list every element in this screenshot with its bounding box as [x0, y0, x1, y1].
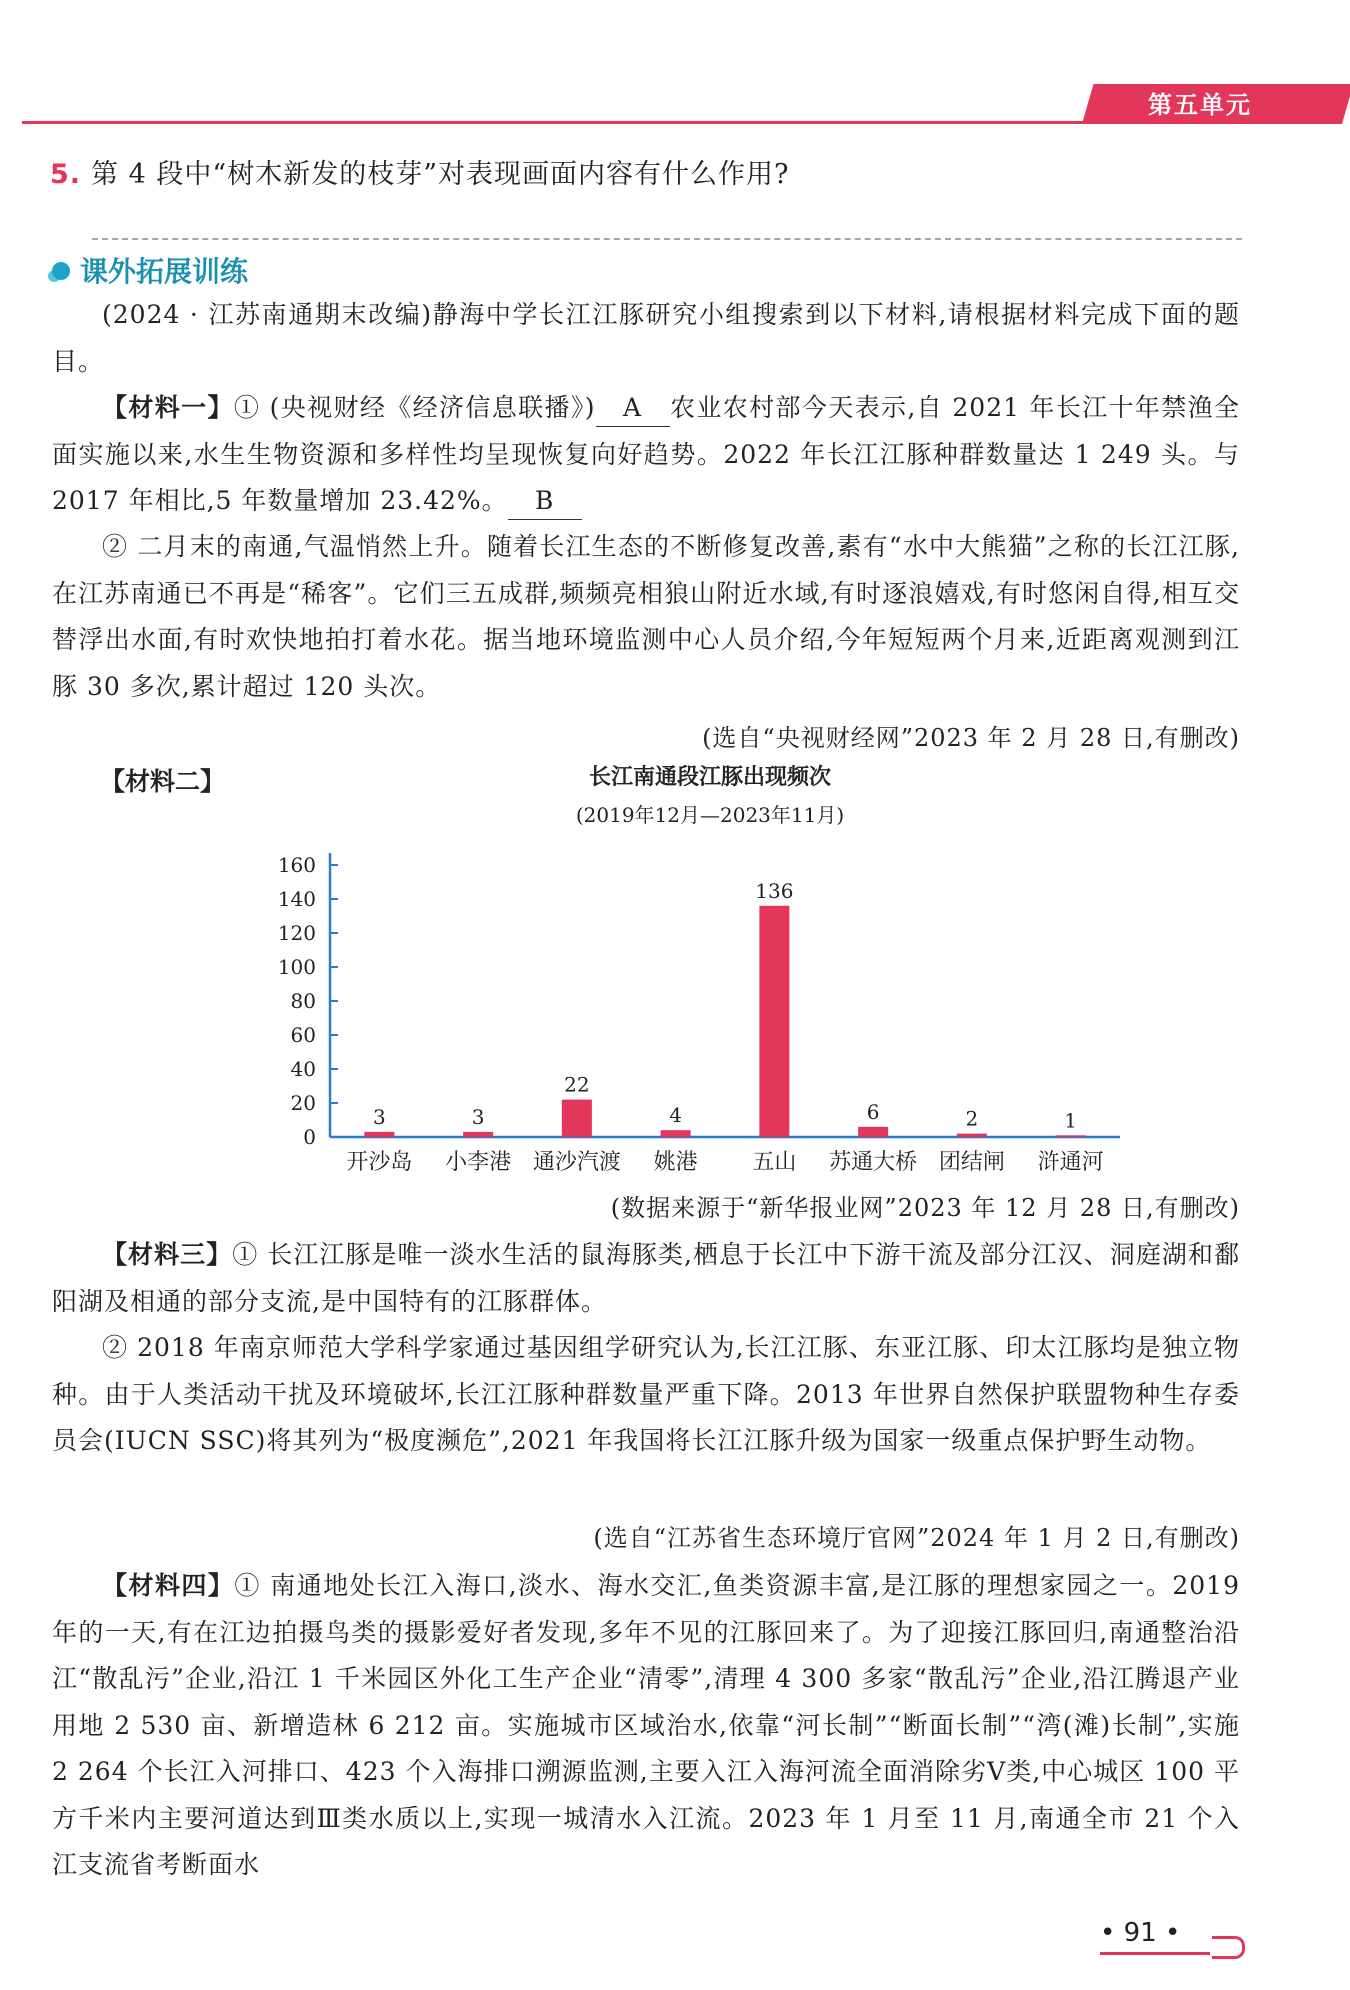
- y-tick-label: 60: [290, 1023, 316, 1047]
- bar: [858, 1127, 888, 1137]
- data-label: 3: [471, 1104, 485, 1129]
- section-title-text: 课外拓展训练: [80, 255, 249, 288]
- x-tick-label: 小李港: [445, 1150, 512, 1175]
- bar: [957, 1134, 987, 1137]
- question-text: 第 4 段中“树木新发的枝芽”对表现画面内容有什么作用?: [91, 159, 790, 190]
- y-tick-label: 140: [277, 887, 316, 911]
- chart-subtitle: (2019年12月—2023年11月): [575, 803, 845, 827]
- y-tick-label: 80: [290, 989, 316, 1013]
- bar: [364, 1132, 394, 1137]
- material1-label: 【材料一】: [102, 393, 234, 422]
- chart-plot-area: [278, 853, 1120, 1175]
- material4-label: 【材料四】: [102, 1571, 235, 1600]
- unit-label: 第五单元: [1148, 91, 1252, 119]
- material1-text-a: ① (央视财经《经济信息联播》): [233, 393, 596, 422]
- y-tick-label: 160: [277, 853, 316, 877]
- y-tick-label: 20: [290, 1091, 316, 1115]
- data-label: 4: [669, 1103, 682, 1128]
- data-label: 1: [1064, 1108, 1077, 1133]
- material1-paragraph1: [52, 385, 1240, 525]
- data-label: 6: [866, 1099, 880, 1124]
- x-tick-label: 团结闸: [938, 1150, 1005, 1175]
- data-label: 136: [755, 878, 794, 903]
- page-number: • 91 •: [1100, 1918, 1181, 1948]
- section-bullet-icon: [52, 262, 70, 280]
- y-tick-label: 100: [277, 955, 316, 979]
- chart-title: 长江南通段江豚出现频次: [588, 765, 832, 790]
- blank-b: B: [508, 483, 582, 520]
- x-tick-label: 开沙岛: [346, 1150, 413, 1175]
- section-title: [52, 250, 248, 290]
- material3-paragraph2: ② 2018 年南京师范大学科学家通过基因组学研究认为,长江江豚、东亚江豚、印太江豚均是独立物种。由于人类活动干扰及环境破坏,长江江豚种群数量严重下降。2013 年世界自然保护联盟物种生存委员会(IUCN SSC)将其列为“极度濒危”,2021 年我国将长江江豚升级为国家一级重点保护野生动物。: [52, 1333, 1240, 1455]
- material3-label: 【材料三】: [102, 1240, 233, 1269]
- x-tick-label: 通沙汽渡: [532, 1150, 621, 1175]
- x-tick-label: 姚港: [653, 1150, 698, 1175]
- material1-source: (选自“央视财经网”2023 年 2 月 28 日,有删改): [702, 724, 1240, 752]
- material4-text-1: ① 南通地处长江入海口,淡水、海水交汇,鱼类资源丰富,是江豚的理想家园之一。2019 年的一天,有在江边拍摄鸟类的摄影爱好者发现,多年不见的江豚回来了。为了迎接江豚回归,南通整治沿江“散乱污”企业,沿江 1 千米园区外化工生产企业“清零”,清理 4 300 多家“散乱污”企业,沿江腾退产业用地 2 530 亩、新增造林 6 212 亩。实施城市区域治水,依靠“河长制”“断面长制”“湾(滩)长制”,实施 2 264 个长江入河排口、423 个入海排口溯源监测,主要入江入海河流全面消除劣Ⅴ类,中心城区 100 平方千米内主要河道达到Ⅲ类水质以上,实现一城清水入江流。2023 年 1 月至 11 月,南通全市 21 个入江支流省考断面水: [52, 1571, 1240, 1879]
- data-label: 22: [564, 1072, 590, 1097]
- y-tick-label: 40: [290, 1057, 316, 1081]
- footer-rule: [1100, 1952, 1210, 1955]
- x-tick-label: 浒通河: [1037, 1150, 1104, 1175]
- material1-paragraph2: ② 二月末的南通,气温悄然上升。随着长江生态的不断修复改善,素有“水中大熊猫”之称的长江江豚,在江苏南通已不再是“稀客”。它们三五成群,频频亮相狼山附近水域,有时逐浪嬉戏,有时悠闲自得,相互交替浮出水面,有时欢快地拍打着水花。据当地环境监测中心人员介绍,今年短短两个月来,近距离观测到江豚 30 多次,累计超过 120 头次。: [52, 532, 1240, 701]
- material2-source: (数据来源于“新华报业网”2023 年 12 月 28 日,有删改): [610, 1194, 1240, 1222]
- material3-text-1: ① 长江江豚是唯一淡水生活的鼠海豚类,栖息于长江中下游干流及部分江汉、洞庭湖和鄱阳湖及相通的部分支流,是中国特有的江豚群体。: [52, 1240, 1240, 1316]
- material4-paragraph1: [52, 1563, 1240, 1889]
- bar: [661, 1130, 691, 1137]
- material1-text-b: 农业农村部今天表示,自 2021 年长江十年禁渔全面实施以来,水生生物资源和多样性均呈现恢复向好趋势。2022 年长江江豚种群数量达 1 249 头。与 2017 年相比,5 年数量增加 23.42%。: [52, 393, 1240, 515]
- material3-source: (选自“江苏省生态环境厅官网”2024 年 1 月 2 日,有删改): [593, 1524, 1240, 1552]
- y-tick-label: 0: [303, 1125, 316, 1149]
- bar: [463, 1132, 493, 1137]
- bar-chart: [260, 760, 1140, 1190]
- data-label: 3: [373, 1104, 386, 1129]
- blank-a: A: [596, 390, 670, 427]
- y-tick-label: 120: [277, 921, 316, 945]
- material3-paragraph1: [52, 1232, 1240, 1325]
- x-tick-label: 苏通大桥: [829, 1150, 918, 1175]
- question-number: 5.: [50, 159, 82, 190]
- bar: [562, 1100, 592, 1137]
- question-5: [50, 152, 789, 191]
- answer-line: [92, 238, 1242, 240]
- data-label: 2: [965, 1106, 979, 1131]
- x-tick-label: 五山: [752, 1150, 797, 1175]
- footer-hook-icon: [1212, 1936, 1245, 1959]
- bar: [1056, 1135, 1086, 1137]
- bar: [759, 906, 789, 1137]
- material2-label: 【材料二】: [100, 767, 226, 796]
- intro-paragraph: (2024 · 江苏南通期末改编)静海中学长江江豚研究小组搜索到以下材料,请根据材料完成下面的题目。: [52, 300, 1240, 376]
